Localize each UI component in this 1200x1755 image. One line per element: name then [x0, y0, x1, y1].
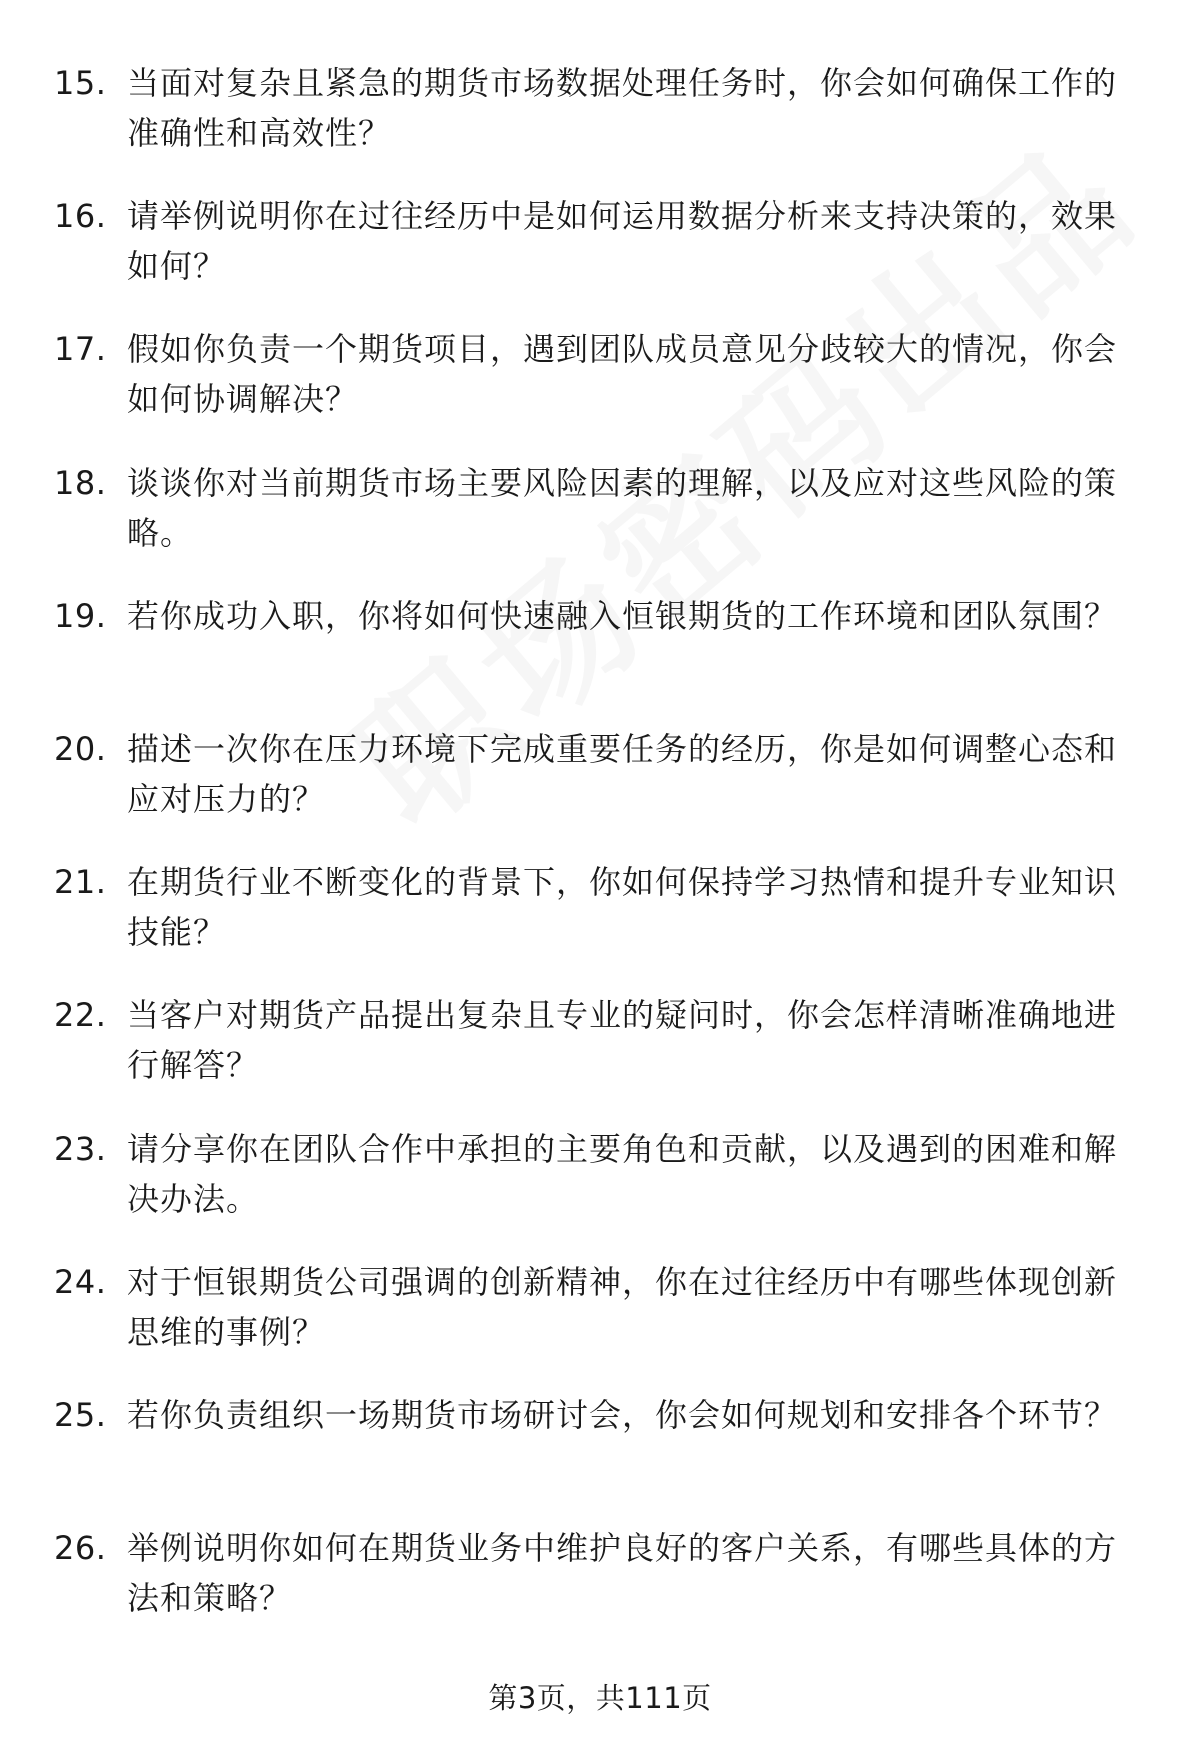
question-number: 23. [54, 1129, 107, 1168]
question-text: 在期货行业不断变化的背景下，你如何保持学习热情和提升专业知识技能？ [127, 863, 1118, 952]
question-text: 谈谈你对当前期货市场主要风险因素的理解，以及应对这些风险的策略。 [127, 463, 1118, 552]
list-item [0, 591, 1200, 701]
question-number: 19. [54, 596, 107, 635]
question-text: 请举例说明你在过往经历中是如何运用数据分析来支持决策的，效果如何？ [127, 197, 1118, 286]
list-item [0, 857, 1200, 967]
question-number: 16. [54, 197, 107, 236]
list-item [0, 1390, 1200, 1500]
question-number: 24. [54, 1262, 107, 1301]
question-number: 15. [54, 64, 107, 102]
question-number: 18. [54, 463, 107, 502]
page-footer: 第3页，共111页 [488, 1681, 712, 1715]
question-number: 25. [54, 1395, 107, 1434]
list-item [0, 1523, 1200, 1633]
question-number: 21. [54, 863, 107, 902]
question-text: 当客户对期货产品提出复杂且专业的疑问时，你会怎样清晰准确地进行解答？ [127, 996, 1118, 1085]
question-number: 26. [54, 1529, 107, 1568]
question-text: 若你成功入职，你将如何快速融入恒银期货的工作环境和团队氛围？ [127, 596, 1118, 635]
question-number: 17. [54, 330, 107, 369]
question-number: 20. [54, 729, 107, 768]
list-item [0, 458, 1200, 568]
question-text: 请分享你在团队合作中承担的主要角色和贡献，以及遇到的困难和解决办法。 [127, 1129, 1118, 1218]
list-item [0, 724, 1200, 834]
list-item [0, 191, 1200, 301]
list-item [0, 1257, 1200, 1367]
question-text: 举例说明你如何在期货业务中维护良好的客户关系，有哪些具体的方法和策略？ [127, 1529, 1118, 1618]
question-text: 当面对复杂且紧急的期货市场数据处理任务时，你会如何确保工作的准确性和高效性？ [127, 64, 1118, 152]
question-list [0, 58, 1200, 1656]
question-text: 对于恒银期货公司强调的创新精神，你在过往经历中有哪些体现创新思维的事例？ [127, 1262, 1118, 1351]
list-item [0, 58, 1200, 168]
list-item [0, 1124, 1200, 1234]
question-text: 描述一次你在压力环境下完成重要任务的经历，你是如何调整心态和应对压力的？ [127, 729, 1118, 818]
question-text: 假如你负责一个期货项目，遇到团队成员意见分歧较大的情况，你会如何协调解决？ [127, 330, 1118, 419]
list-item [0, 990, 1200, 1100]
list-item [0, 324, 1200, 434]
question-text: 若你负责组织一场期货市场研讨会，你会如何规划和安排各个环节？ [127, 1395, 1118, 1434]
question-number: 22. [54, 996, 107, 1035]
